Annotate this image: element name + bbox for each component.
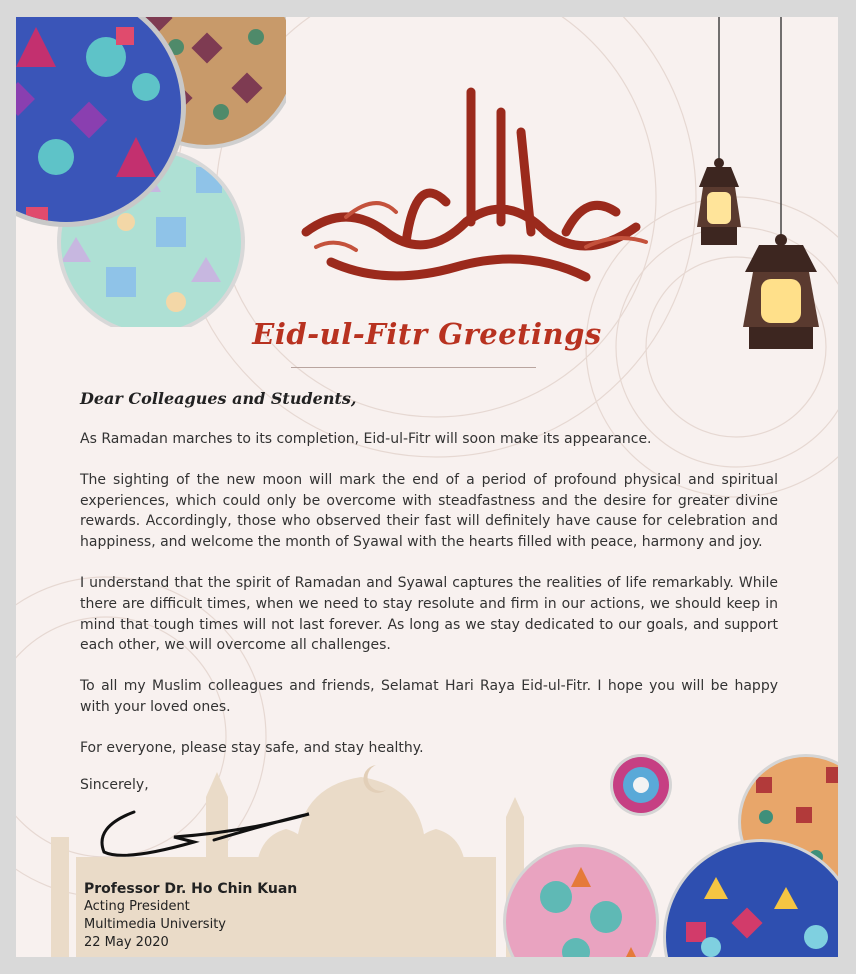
signoff: Sincerely, — [80, 777, 149, 793]
paragraph: To all my Muslim colleagues and friends, Selamat Hari Raya Eid-ul-Fitr. I hope you will be happy with your loved ones. — [80, 678, 778, 715]
geometric-pattern-icon — [496, 737, 838, 957]
signer-block — [84, 880, 297, 952]
paragraph: For everyone, please stay safe, and stay healthy. — [80, 739, 424, 756]
signer-position: Acting President — [84, 899, 190, 914]
signer-name: Professor Dr. Ho Chin Kuan — [84, 881, 298, 897]
salutation: Dear Colleagues and Students, — [80, 389, 357, 408]
lantern-icon — [681, 17, 831, 367]
paragraph: The sighting of the new moon will mark the end of a period of profound physical and spiritual experiences, which could only be overcome with steadfastness and the desire for greater divine rewards. Accordingly, those who observed their fast will definitely have cause for celebration and happiness, and welcome the month of Syawal with the hearts filled with peace, harmony and joy. — [80, 471, 778, 551]
title-divider — [291, 367, 536, 368]
paragraph: As Ramadan marches to its completion, Eid-ul-Fitr will soon make its appearance. — [80, 431, 652, 447]
calligraphy-icon — [286, 72, 666, 302]
signature-icon — [94, 802, 334, 872]
signer-organization: Multimedia University — [84, 917, 226, 932]
greeting-card — [16, 17, 838, 957]
page-title: Eid-ul-Fitr Greetings — [252, 317, 602, 351]
geometric-pattern-icon — [16, 17, 286, 327]
paragraph: I understand that the spirit of Ramadan and Syawal captures the realities of life remarkably. While there are difficult times, when we need to stay resolute and firm in our actions, we should keep in mind that tough times will not last forever. As long as we stay dedicated to our goals, and support each other, we will overcome all challenges. — [80, 574, 778, 654]
signer-date: 22 May 2020 — [84, 935, 169, 950]
letter-body — [80, 429, 778, 779]
